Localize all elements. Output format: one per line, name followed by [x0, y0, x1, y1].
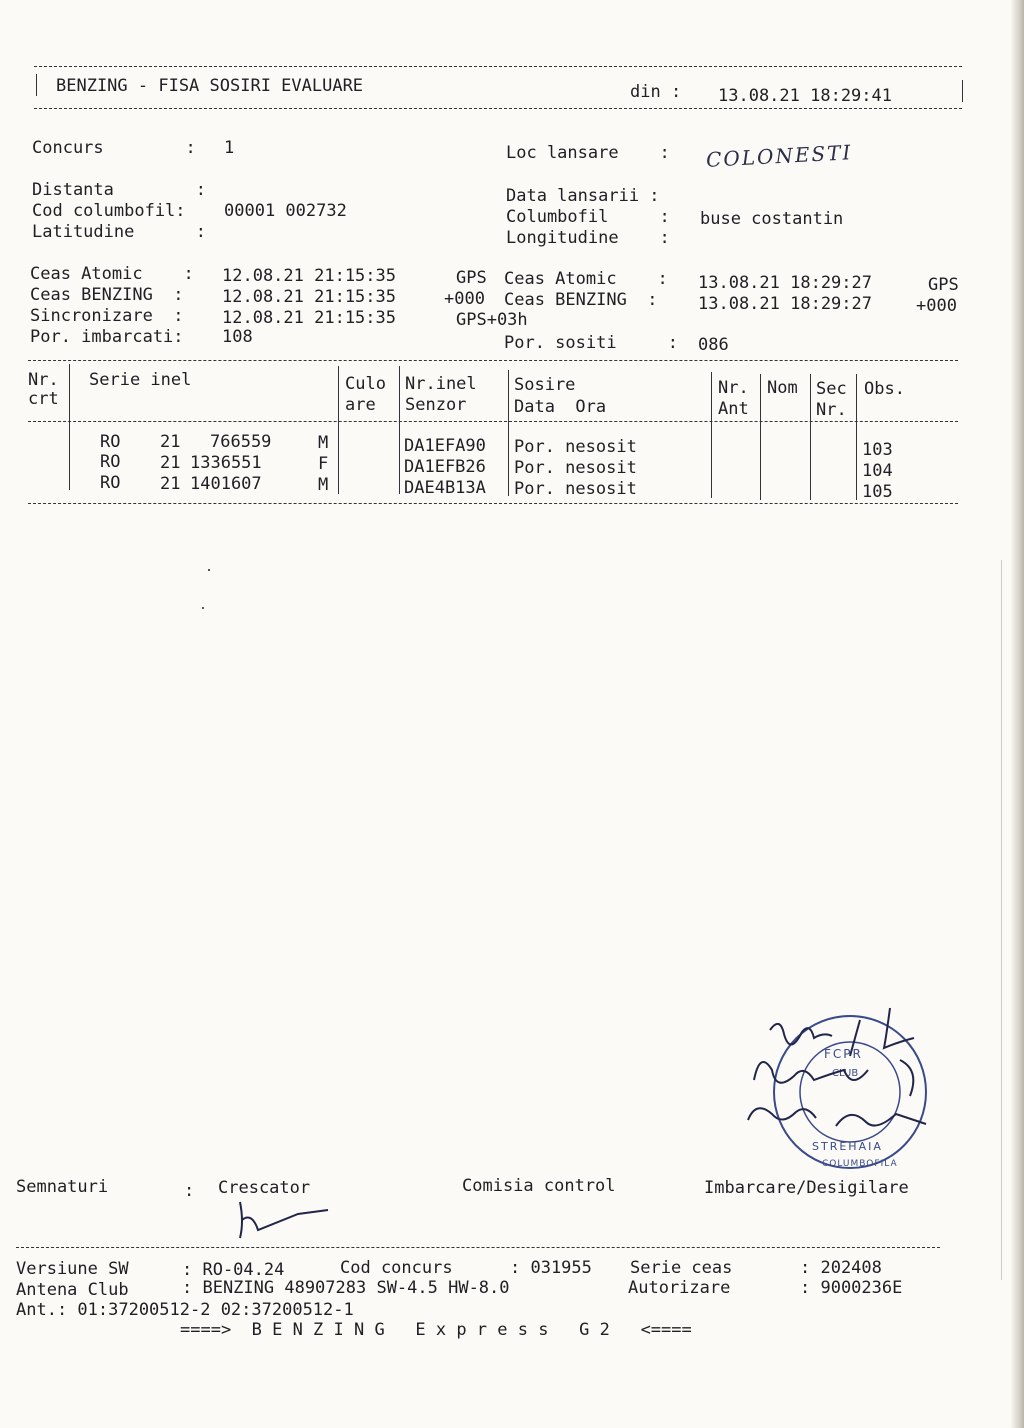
th-sec-2: Nr. [816, 400, 847, 420]
row-year: 21 [160, 432, 181, 452]
col-sep-7 [810, 374, 811, 500]
por-imbarcati-value: 108 [222, 327, 253, 347]
ceas-benzing-start-suffix: +000 [444, 289, 485, 309]
row-sensor: DA1EFA90 [404, 436, 486, 456]
ceas-benzing-start-value: 12.08.21 21:15:35 [222, 287, 396, 307]
row-sensor: DAE4B13A [404, 478, 486, 498]
row-ring: 1336551 [190, 453, 262, 473]
sincronizare-value: 12.08.21 21:15:35 [222, 308, 396, 328]
longitudine-label: Longitudine : [506, 228, 680, 248]
col-sep-1 [69, 364, 70, 490]
th-obs: Obs. [864, 379, 905, 399]
por-sositi-value: 086 [698, 335, 729, 355]
ceas-benzing-end-suffix: +000 [916, 296, 957, 316]
th-nom: Nom [767, 378, 798, 398]
row-sex: M [318, 475, 329, 495]
row-obs: 105 [862, 482, 893, 502]
col-sep-2 [338, 366, 339, 494]
sincronizare-label: Sincronizare : [30, 306, 194, 326]
distanta-label: Distanta : [32, 180, 206, 200]
th-nr-crt-1: Nr. [28, 370, 59, 390]
table-header-rule [28, 421, 958, 422]
ceas-atomic-start-suffix: GPS [456, 268, 487, 288]
col-sep-3 [399, 366, 400, 494]
row-status: Por. nesosit [514, 458, 637, 478]
crescator-signature [228, 1196, 338, 1246]
th-sosire-2: Data Ora [514, 397, 607, 417]
versiune-sw-value: : RO-04.24 [182, 1260, 285, 1280]
table-bottom-rule [28, 503, 958, 504]
th-nr-inel-1: Nr.inel [405, 374, 477, 394]
versiune-sw-label: Versiune SW [16, 1259, 129, 1279]
columbofil-label: Columbofil : [506, 207, 680, 227]
semnaturi-colon: : [184, 1181, 195, 1201]
club-stamp [740, 1000, 960, 1180]
th-culoare-2: are [345, 395, 376, 415]
por-sositi-label: Por. sositi : [504, 333, 689, 353]
ceas-atomic-start-label: Ceas Atomic : [30, 264, 204, 284]
th-serie-inel: Serie inel [89, 370, 192, 390]
ceas-atomic-end-suffix: GPS [928, 275, 959, 295]
ceas-atomic-end-label: Ceas Atomic : [504, 269, 678, 289]
row-sex: M [318, 433, 329, 453]
th-nr-ant-1: Nr. [718, 378, 749, 398]
loc-lansare-label: Loc lansare : [506, 143, 680, 163]
crescator-label: Crescator [218, 1178, 311, 1198]
th-sec-1: Sec [816, 379, 847, 399]
report-title: BENZING - FISA SOSIRI EVALUARE [56, 76, 364, 96]
row-country: RO [100, 452, 121, 472]
autorizare-label: Autorizare [628, 1278, 731, 1298]
th-culoare-1: Culo [345, 374, 386, 394]
page-edge [1010, 0, 1024, 1428]
page-shadow-line [1001, 560, 1002, 1280]
ceas-benzing-start-label: Ceas BENZING : [30, 285, 194, 305]
concurs-value: 1 [224, 138, 235, 158]
stamp-middle-text: CLUB [832, 1068, 859, 1079]
row-year: 21 [160, 453, 181, 473]
col-sep-8 [856, 374, 857, 500]
th-nr-crt-2: crt [28, 389, 59, 409]
sincronizare-suffix: GPS+03h [456, 310, 528, 330]
cod-columbofil-label: Cod columbofil: [32, 201, 196, 221]
imbarcare-desigilare-label: Imbarcare/Desigilare [704, 1178, 909, 1198]
benzing-brand-line: ====> B E N Z I N G E x p r e s s G 2 <==== [180, 1320, 692, 1340]
stamp-bottom-text: STREHAIA [812, 1140, 883, 1153]
col-sep-6 [760, 374, 761, 500]
row-status: Por. nesosit [514, 437, 637, 457]
ceas-benzing-end-value: 13.08.21 18:29:27 [698, 294, 872, 314]
columbofil-value: buse costantin [700, 209, 844, 229]
autorizare-value: : 9000236E [800, 1278, 903, 1298]
signature-scribble-3 [748, 1108, 926, 1126]
stamp-arc-text: COLUMBOFILA [822, 1159, 898, 1169]
row-obs: 103 [862, 440, 893, 460]
cod-concurs-label: Cod concurs [340, 1258, 453, 1278]
ceas-atomic-start-value: 12.08.21 21:15:35 [222, 266, 396, 286]
header-top-rule [34, 66, 962, 67]
col-sep-5 [711, 372, 712, 498]
antena-club-label: Antena Club [16, 1280, 129, 1300]
speck [208, 569, 210, 571]
serie-ceas-label: Serie ceas [630, 1258, 733, 1278]
row-year: 21 [160, 474, 181, 494]
antenna-line: Ant.: 01:37200512-2 02:37200512-1 [16, 1300, 354, 1320]
cod-columbofil-value: 00001 002732 [224, 201, 347, 221]
row-ring: 1401607 [190, 474, 262, 494]
serie-ceas-value: : 202408 [800, 1258, 882, 1278]
row-country: RO [100, 432, 121, 452]
data-lansarii-label: Data lansarii : [506, 186, 670, 206]
latitudine-label: Latitudine : [32, 222, 206, 242]
footer-rule [16, 1247, 940, 1248]
row-ring: 766559 [210, 432, 272, 452]
row-sensor: DA1EFB26 [404, 457, 486, 477]
semnaturi-label: Semnaturi [16, 1177, 109, 1197]
th-nr-inel-2: Senzor [405, 395, 467, 415]
header-bottom-rule [34, 108, 962, 109]
comisia-control-label: Comisia control [462, 1176, 616, 1196]
din-label: din : [630, 82, 682, 102]
header-right-border [962, 80, 963, 102]
ceas-atomic-end-value: 13.08.21 18:29:27 [698, 273, 872, 293]
report-datetime: 13.08.21 18:29:41 [718, 86, 892, 106]
header-left-border [36, 74, 37, 96]
ceas-benzing-end-label: Ceas BENZING : [504, 290, 668, 310]
table-top-rule [28, 360, 958, 361]
col-sep-4 [508, 370, 509, 496]
th-nr-ant-2: Ant [718, 399, 749, 419]
antena-club-value: : BENZING 48907283 SW-4.5 HW-8.0 [182, 1278, 510, 1298]
loc-lansare-handwritten: COLONESTI [705, 140, 853, 172]
th-sosire-1: Sosire [514, 375, 576, 395]
row-sex: F [318, 454, 329, 474]
cod-concurs-value: : 031955 [510, 1258, 592, 1278]
speck [202, 607, 204, 609]
por-imbarcati-label: Por. imbarcati: [30, 327, 194, 347]
concurs-label: Concurs : [32, 138, 206, 158]
row-country: RO [100, 473, 121, 493]
stamp-top-text: FCPR [824, 1047, 863, 1061]
row-obs: 104 [862, 461, 893, 481]
row-status: Por. nesosit [514, 479, 637, 499]
